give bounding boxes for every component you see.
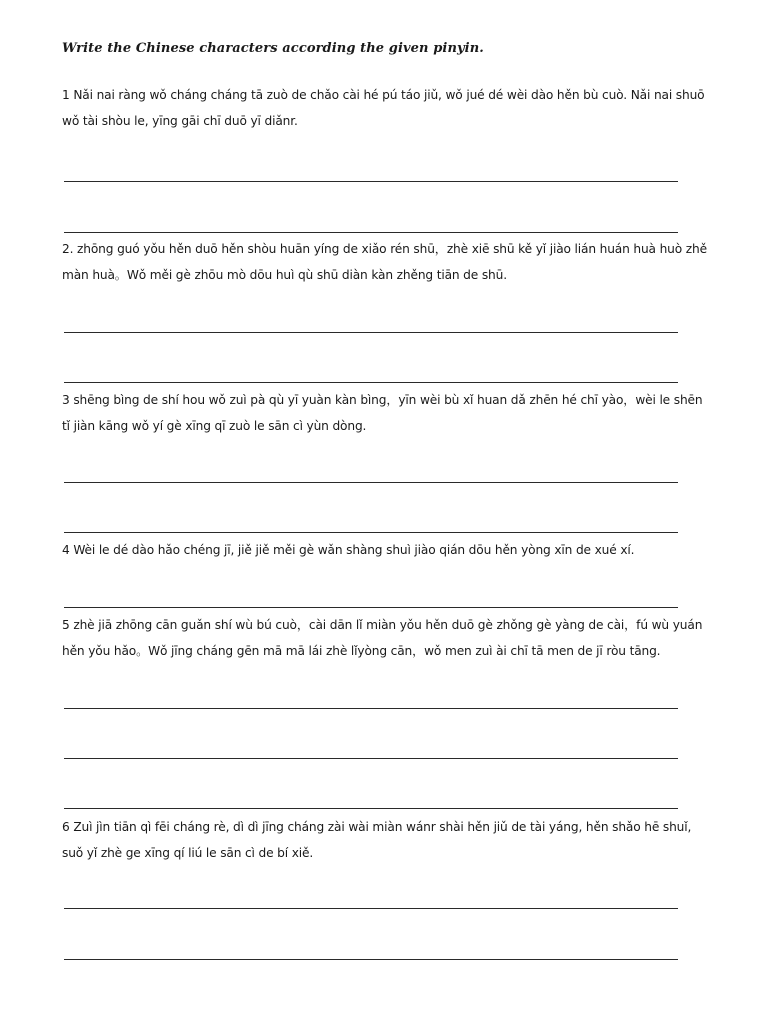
question-2-text: 2. zhōng guó yǒu hěn duō hěn shòu huān yíng de xiǎo rén shū，zhè xiē shū kě yǐ jiào lián huán huà huò zhě màn huà。Wǒ měi gè zhōu mò dōu huì qù shū diàn kàn zhěng tiān de shū. <box>62 242 707 282</box>
question-1-text: 1 Nǎi nai ràng wǒ cháng cháng tā zuò de chǎo cài hé pú táo jiǔ, wǒ jué dé wèi dào hěn bù cuò. Nǎi nai shuō wǒ tài shòu le, yīng gāi chī duō yī diǎnr. <box>62 88 705 128</box>
answer-line-2a[interactable] <box>64 332 678 333</box>
answer-line-3a[interactable] <box>64 482 678 483</box>
answer-line-5c[interactable] <box>64 808 678 809</box>
question-6-text: 6 Zuì jìn tiān qì fēi cháng rè, dì dì jīng cháng zài wài miàn wánr shài hěn jiǔ de tài yáng, hěn shǎo hē shuǐ, suǒ yǐ zhè ge xīng qí liú le sān cì de bí xiě. <box>62 820 692 860</box>
answer-line-6a[interactable] <box>64 908 678 909</box>
answer-line-5a[interactable] <box>64 708 678 709</box>
answer-line-5b[interactable] <box>64 758 678 759</box>
answer-line-4a[interactable] <box>64 607 678 608</box>
question-3-text: 3 shēng bìng de shí hou wǒ zuì pà qù yī yuàn kàn bìng，yīn wèi bù xǐ huan dǎ zhēn hé chī yào，wèi le shēn tǐ jiàn kāng wǒ yí gè xīng qī zuò le sān cì yùn dòng. <box>62 393 703 433</box>
question-4-text: 4 Wèi le dé dào hǎo chéng jī, jiě jiě měi gè wǎn shàng shuì jiào qián dōu hěn yòng xīn de xué xí. <box>62 543 635 557</box>
answer-line-6b[interactable] <box>64 959 678 960</box>
answer-line-3b[interactable] <box>64 532 678 533</box>
question-5-text: 5 zhè jiā zhōng cān guǎn shí wù bú cuò，cài dān lǐ miàn yǒu hěn duō gè zhǒng gè yàng de cài，fú wù yuán hěn yǒu hǎo。Wǒ jīng cháng gēn mā mā lái zhè lǐyòng cān，wǒ men zuì ài chī tā men de jī ròu tāng. <box>62 618 703 658</box>
answer-line-1a[interactable] <box>64 181 678 182</box>
answer-line-2b[interactable] <box>64 382 678 383</box>
answer-line-1b[interactable] <box>64 232 678 233</box>
page-title: Write the Chinese characters according the given pinyin. <box>62 41 484 56</box>
